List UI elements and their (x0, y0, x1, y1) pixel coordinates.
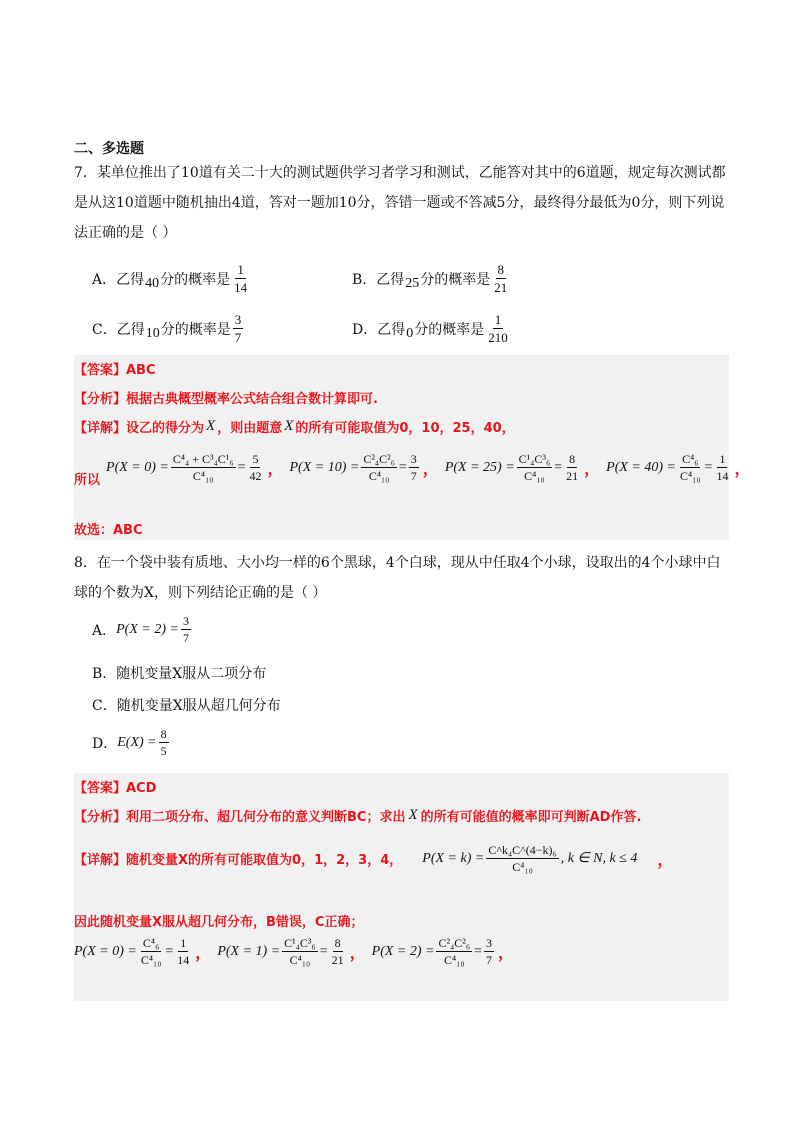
q7-option-b: B．乙得 25 分的概率是 $\frac{8}{21}$ (352, 262, 508, 295)
q7-detail: 【详解】设乙的得分为 X ，则由题意 X 的所有可能取值为0，10，25，40， (74, 418, 515, 436)
q8-answer-box (74, 773, 729, 1001)
question-7-text (74, 158, 729, 248)
q8-analysis: 【分析】利用二项分布、超几何分布的意义判断BC；求出 X 的所有可能值的概率即可判断AD作答. (74, 807, 642, 825)
fraction: $\frac{1}{210}$ (488, 312, 508, 345)
formula-p0: P(X = 0) = $\frac{\text{C⁴₄ + C³₄C¹₆}}{\text{C⁴₁₀}}$ = $\frac{5}{42}$ (106, 452, 262, 483)
fraction: $\frac{3}{7}$ (234, 312, 242, 345)
q7-answer: 【答案】ABC (74, 363, 156, 378)
q7-choice: 故选：ABC (74, 523, 143, 538)
q8-conclusion: 因此随机变量X服从超几何分布，B错误，C正确； (74, 915, 364, 930)
section-title: 二、多选题 (74, 141, 144, 157)
formula-p25: P(X = 25) = $\frac{\text{C¹₄C³₆}}{\text{C⁴₁₀}}$ = $\frac{8}{21}$ (444, 452, 579, 483)
q8-formula-line: P(X = 0) = $\frac{\text{C⁴₆}}{\text{C⁴₁₀}}$ = $\frac{1}{14}$ ， P(X = 1) = $\frac{\text{C¹₄C³₆}}{\text{C⁴₁₀}}$ = $\frac{8}{21}$ ， P(X = 2) = $\frac{\text{C²₄C²₆}}{\text{C⁴₁₀}}$ = $\frac{3}{7}$ ， (74, 936, 514, 967)
q8-detail: 【详解】随机变量X的所有可能取值为0，1，2，3，4， (74, 853, 403, 868)
fraction: $\frac{1}{14}$ (234, 262, 248, 295)
question-8-text (74, 548, 729, 608)
question-number: 8． (74, 555, 97, 571)
q7-analysis: 【分析】根据古典概型概率公式结合组合数计算即可. (74, 392, 378, 407)
question-number: 7． (74, 165, 97, 181)
general-formula: P(X = k) = $\frac{\text{C\textasciicircum{}k₄C\textasciicircum{}(4−k)₆}}{\text{C⁴₁₀}}$ , k ∈ N, k ≤ 4 (422, 843, 638, 874)
q8-option-c: C．随机变量X服从超几何分布 (92, 698, 281, 714)
q7-option-c: C．乙得 10 分的概率是 $\frac{3}{7}$ (92, 312, 242, 345)
question-body: 在一个袋中装有质地、大小均一样的6个黑球，4个白球，现从中任取4个小球，设取出的4个小球中白球的个数为X，则下列结论正确的是（ ） (74, 555, 721, 601)
q7-formula-line: 所以 P(X = 0) = $\frac{\text{C⁴₄ + C³₄C¹₆}}{\text{C⁴₁₀}}$ = $\frac{5}{42}$ ， P(X = 10) = $\frac{\text{C²₄C²₆}}{\text{C⁴₁₀}}$ = $\frac{3}{7}$ ， P(X = 25) = $\frac{\text{C¹₄C³₆}}{\text{C⁴₁₀}}$ = $\frac{8}{21}$ ， P(X = 40) = $\frac{\text{C⁴₆}}{\text{C⁴₁₀}}$ = $\frac{1}{14}$ ， (74, 452, 751, 488)
q8-option-b: B．随机变量X服从二项分布 (92, 666, 267, 682)
formula-p10: P(X = 10) = $\frac{\text{C²₄C²₆}}{\text{C⁴₁₀}}$ = $\frac{3}{7}$ (289, 452, 417, 483)
q8-answer: 【答案】ACD (74, 781, 157, 796)
q8-option-a: A． P(X = 2) = $\frac{3}{7}$ (92, 614, 189, 645)
formula-x2: P(X = 2) = $\frac{\text{C²₄C²₆}}{\text{C⁴₁₀}}$ = $\frac{3}{7}$ (371, 936, 492, 967)
fraction: $\frac{8}{21}$ (494, 262, 508, 295)
suoyi-label: 所以 (74, 473, 101, 488)
formula-p40: P(X = 40) = $\frac{\text{C⁴₆}}{\text{C⁴₁₀}}$ = $\frac{1}{14}$ (606, 452, 729, 483)
question-body: 某单位推出了10道有关二十大的测试题供学习者学习和测试，乙能答对其中的6道题，规定每次测试都是从这10道题中随机抽出4道，答对一题加10分，答错一题或不答减5分，最终得分最低为0分，则下列说法正确的是（ ） (74, 165, 726, 241)
formula-x0: P(X = 0) = $\frac{\text{C⁴₆}}{\text{C⁴₁₀}}$ = $\frac{1}{14}$ (74, 936, 190, 967)
formula-x1: P(X = 1) = $\frac{\text{C¹₄C³₆}}{\text{C⁴₁₀}}$ = $\frac{8}{21}$ (217, 936, 344, 967)
q8-detail-line: 【详解】随机变量X的所有可能取值为0，1，2，3，4， P(X = k) = $\frac{\text{C\textasciicircum{}k₄C\textasciicircum{}(4−k)₆}}{\text{C⁴₁₀}}$ , k ∈ N, k ≤ 4 ， (74, 843, 674, 874)
q7-answer-box (74, 355, 751, 540)
q7-option-d: D．乙得 0 分的概率是 $\frac{1}{210}$ (352, 312, 508, 345)
q7-option-a: A．乙得 40 分的概率是 $\frac{1}{14}$ (92, 262, 248, 295)
q8-option-d: D． E(X) = $\frac{8}{5}$ (92, 727, 167, 758)
